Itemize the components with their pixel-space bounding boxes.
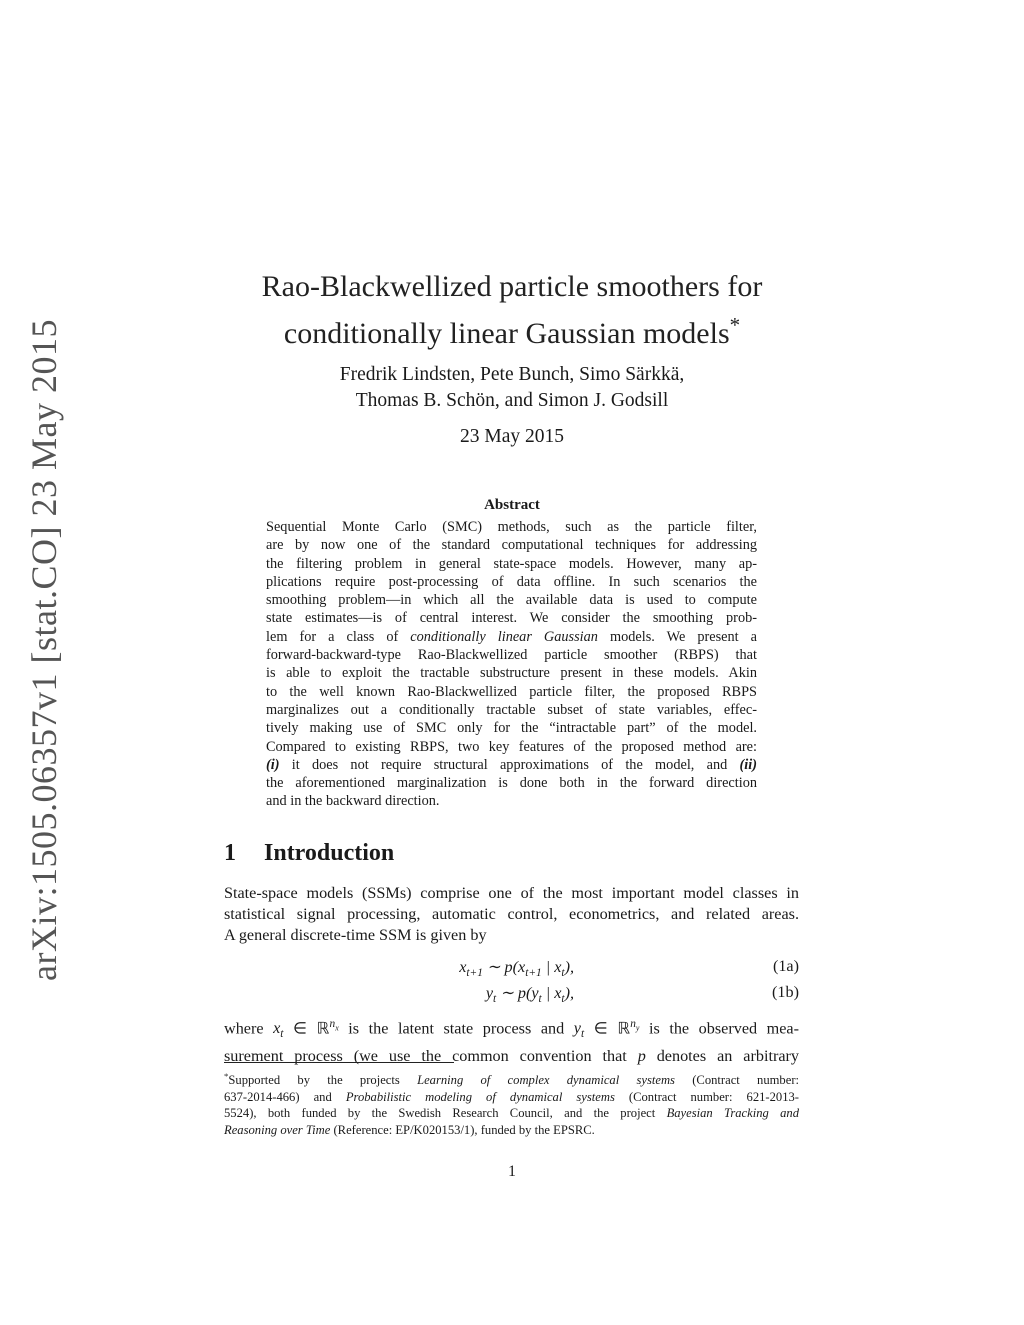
body-line: State-space models (SSMs) comprise one of the most important model classes in <box>224 884 799 902</box>
abstract-line: the aforementioned marginalization is done both in the forward direction <box>266 775 757 792</box>
abstract-text: it does not require structural approximations of the model, and <box>279 756 740 773</box>
abstract-line: plications require post-processing of data offline. In such scenarios the <box>266 573 757 590</box>
abstract-line: marginalizes out a conditionally tractable subset of state variables, effec- <box>266 701 757 718</box>
abstract-line: are by now one of the standard computational techniques for addressing <box>266 537 757 554</box>
body-line: statistical signal processing, automatic control, econometrics, and related areas. <box>224 905 799 923</box>
equation-1b-math: $y_t$ ∼ $p(y_t$ | $x_t$), <box>485 984 574 1006</box>
body-line <box>224 1046 799 1067</box>
authors-line-1: Fredrik Lindsten, Pete Bunch, Simo Särkkä, <box>339 364 685 385</box>
abstract-emphasis: conditionally linear Gaussian <box>410 628 598 645</box>
project-name: Bayesian Tracking and <box>666 1106 799 1121</box>
enum-marker-i: (i) <box>266 756 280 773</box>
footnote-text: (Contract number: 621-2013- <box>614 1089 799 1104</box>
abstract-line: tively making use of SMC only for the “intractable part” of the model. <box>266 720 757 737</box>
footnote-line <box>224 1105 799 1122</box>
body-line: where $x_t$ ∈ ℝ$^{n_x}$ is the latent state process and $y_t$ ∈ ℝ$^{n_y}$ is the observed mea- <box>224 1018 800 1041</box>
footnote-text: Supported by the projects <box>228 1073 418 1088</box>
footnote-line <box>224 1068 799 1089</box>
body-text: is the observed mea- <box>639 1019 800 1038</box>
page-number: 1 <box>508 1163 516 1180</box>
body-line: A general discrete-time SSM is given by <box>224 926 487 944</box>
title-line-1: Rao-Blackwellized particle smoothers for <box>261 270 763 303</box>
equation-1a-math: $x_{t+1}$ ∼ $p(x_{t+1}$ | $x_t$), <box>459 958 574 980</box>
equation-1b-tag: (1b) <box>772 983 799 1001</box>
footnote-text: (Contract number: <box>674 1073 800 1088</box>
publication-date: 23 May 2015 <box>460 426 564 447</box>
project-name: Learning of complex dynamical systems <box>417 1073 675 1088</box>
abstract-heading: Abstract <box>484 497 540 513</box>
body-text: surement process (we use the common convention that <box>224 1046 638 1065</box>
paper-title <box>0 268 1024 353</box>
section-title: Introduction <box>264 840 395 866</box>
abstract-line: the filtering problem in general state-space models. However, many ap- <box>266 555 757 572</box>
footnote-text: 5524), both funded by the Swedish Research Council, and the project <box>224 1106 667 1121</box>
abstract-line <box>266 756 757 774</box>
title-line-2 <box>0 306 1024 353</box>
math-xt: $x_t$ <box>273 1019 284 1041</box>
author-list <box>0 362 1024 414</box>
math-p: p <box>637 1046 646 1065</box>
section-heading <box>224 840 394 867</box>
footnote-text: 637-2014-466) and <box>224 1089 346 1104</box>
footnote-rule <box>224 1062 454 1063</box>
abstract-line: Compared to existing RBPS, two key features of the proposed method are: <box>266 738 757 755</box>
footnote <box>224 1068 799 1138</box>
authors-line-2: Thomas B. Schön, and Simon J. Godsill <box>355 390 669 411</box>
abstract-line: and in the backward direction. <box>266 793 440 810</box>
footnote-text: (Reference: EP/K020153/1), funded by the EPSRC. <box>330 1122 595 1137</box>
post-equation-paragraph <box>224 1014 799 1067</box>
title-line-2-text: conditionally linear Gaussian models <box>283 317 730 350</box>
abstract-text: models. We present a <box>597 628 757 645</box>
footnote-line <box>224 1122 799 1139</box>
equation-1b <box>224 983 799 1007</box>
body-text: where <box>224 1019 274 1038</box>
section-number: 1 <box>224 840 236 866</box>
abstract-line: state estimates—is of central interest. We consider the smoothing prob- <box>266 610 757 627</box>
abstract-body <box>266 518 757 811</box>
equation-1a <box>224 957 799 981</box>
abstract-line: Sequential Monte Carlo (SMC) methods, such as the particle filter, <box>266 519 757 535</box>
project-name: Reasoning over Time <box>224 1122 331 1137</box>
project-name: Probabilistic modeling of dynamical systems <box>345 1089 615 1104</box>
footnote-line <box>224 1089 799 1106</box>
abstract-line: is able to exploit the tractable substructure present in these models. Akin <box>266 665 757 682</box>
abstract-line <box>266 628 757 646</box>
abstract-line: smoothing problem—in which all the available data is used to compute <box>266 592 757 609</box>
intro-paragraph <box>224 883 799 946</box>
arxiv-stamp-text: arXiv:1505.06357v1 [stat.CO] 23 May 2015 <box>24 319 64 981</box>
equation-1a-tag: (1a) <box>772 957 799 975</box>
title-footnote-mark: * <box>729 313 741 337</box>
footnote-mark: * <box>224 1071 229 1081</box>
body-text: denotes an arbitrary <box>645 1046 799 1065</box>
math-yt: $y_t$ <box>573 1019 585 1041</box>
enum-marker-ii: (ii) <box>739 756 757 773</box>
body-text: is the latent state process and <box>338 1019 574 1038</box>
abstract-line: forward-backward-type Rao-Blackwellized particle smoother (RBPS) that <box>266 647 757 664</box>
abstract-line: to the well known Rao-Blackwellized particle filter, the proposed RBPS <box>266 683 757 700</box>
abstract-text: lem for a class of <box>266 628 411 645</box>
